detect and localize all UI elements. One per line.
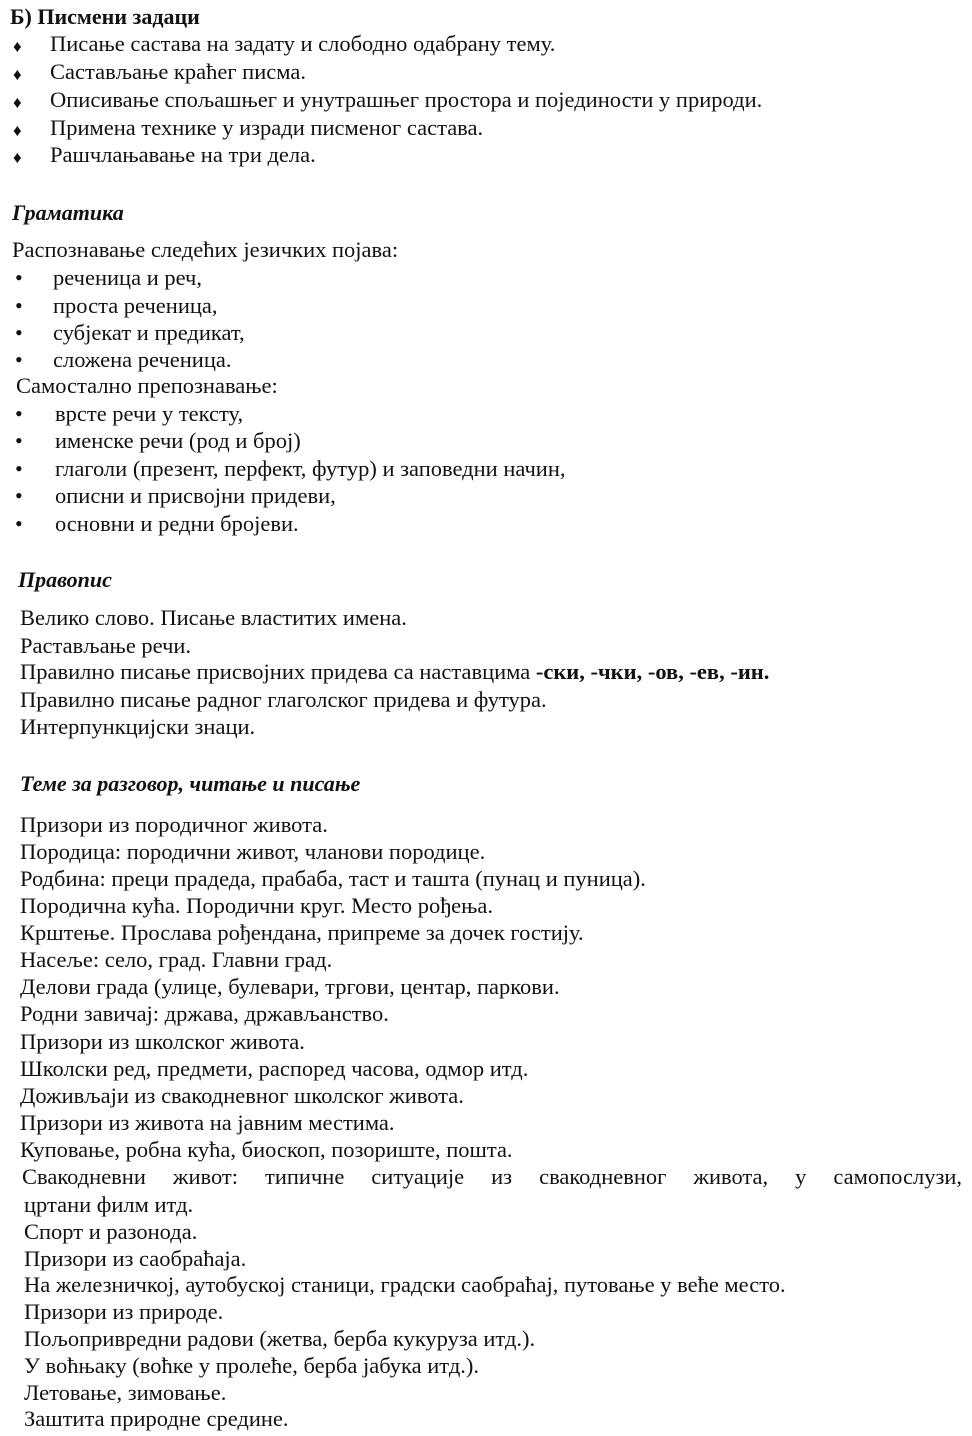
topics-line: Делови града (улице, булевари, тргови, центар, паркови.	[20, 974, 560, 999]
grammar-intro: Самостално препознавање:	[16, 373, 278, 398]
topics-line: Летовање, зимовање.	[24, 1380, 227, 1405]
topics-line: Родбина: преци прадеда, прабаба, таст и ташта (пунац и пуница).	[20, 866, 646, 891]
topics-line: Крштење. Прослава рођендана, припреме за дочек гостију.	[20, 920, 584, 945]
dot-bullet-icon: •	[15, 293, 23, 318]
topics-line: Куповање, робна кућа, биоскоп, позориште, пошта.	[20, 1137, 513, 1162]
diamond-bullet-icon: ♦	[13, 37, 22, 56]
dot-bullet-icon: •	[15, 320, 23, 345]
orthography-title: Правопис	[18, 567, 112, 592]
topics-title: Теме за разговор, читање и писање	[20, 771, 361, 796]
orthography-line: Велико слово. Писање властитих имена.	[20, 605, 407, 630]
section-b-item: Састављање краћег писма.	[50, 59, 306, 84]
topics-line: Призори из школског живота.	[20, 1029, 305, 1054]
topics-line: цртани филм итд.	[24, 1192, 194, 1217]
topics-line: Насеље: село, град. Главни град.	[20, 947, 333, 972]
diamond-bullet-icon: ♦	[13, 93, 22, 112]
dot-bullet-icon: •	[15, 347, 23, 372]
topics-line: Призори из природе.	[24, 1299, 224, 1324]
topics-line: На железничкој, аутобуској станици, градски саобраћај, путовање у веће место.	[24, 1272, 786, 1297]
dot-bullet-icon: •	[15, 483, 23, 508]
topics-line: Призори из породичног живота.	[20, 812, 328, 837]
section-b-item: Примена технике у изради писменог састава.	[50, 115, 484, 140]
section-b-title: Б) Писмени задаци	[10, 4, 200, 29]
dot-bullet-icon: •	[15, 456, 23, 481]
topics-line: Заштита природне средине.	[24, 1406, 289, 1431]
diamond-bullet-icon: ♦	[13, 65, 22, 84]
grammar-list-item: врсте речи у тексту,	[55, 401, 244, 426]
section-b-item: Писање састава на задату и слободно одабрану тему.	[50, 31, 556, 56]
topics-line: У воћњаку (воћке у пролеће, берба јабука итд.).	[24, 1353, 480, 1378]
dot-bullet-icon: •	[15, 428, 23, 453]
grammar-list-item: описни и присвојни придеви,	[55, 483, 336, 508]
topics-line: Призори из живота на јавним местима.	[20, 1110, 395, 1135]
topics-line: Родни завичај: држава, држављанство.	[20, 1001, 389, 1026]
grammar-list-item: основни и редни бројеви.	[55, 511, 299, 536]
grammar-list-item: проста реченица,	[53, 293, 218, 318]
orthography-line-text: Правилно писање присвојних придева са наставцима	[20, 659, 536, 684]
topics-line: Свакодневни живот: типичне ситуације из свакодневног живота, у самопослузи,	[22, 1164, 962, 1189]
topics-line: Пољопривредни радови (жетва, берба кукуруза итд.).	[24, 1326, 536, 1351]
section-b-item: Рашчлањавање на три дела.	[50, 142, 316, 167]
topics-line: Породична кућа. Породични круг. Место рођења.	[20, 893, 493, 918]
grammar-list-item: субјекат и предикат,	[53, 320, 245, 345]
dot-bullet-icon: •	[15, 401, 23, 426]
grammar-list-item: глаголи (презент, перфект, футур) и заповедни начин,	[55, 456, 566, 481]
dot-bullet-icon: •	[15, 511, 23, 536]
diamond-bullet-icon: ♦	[13, 121, 22, 140]
topics-line: Доживљаји из свакодневног школског живота.	[20, 1083, 464, 1108]
orthography-line: Растављање речи.	[20, 633, 192, 658]
grammar-list-item: сложена реченица.	[53, 347, 232, 372]
grammar-list-item: именске речи (род и број)	[55, 428, 301, 453]
diamond-bullet-icon: ♦	[13, 148, 22, 167]
orthography-line-suffixes	[20, 658, 769, 685]
orthography-suffixes: -ски, -чки, -ов, -ев, -ин.	[535, 659, 770, 684]
topics-line: Породица: породични живот, чланови породице.	[20, 839, 486, 864]
grammar-list-item: реченица и реч,	[53, 265, 202, 290]
grammar-intro: Распознавање следећих језичких појава:	[12, 237, 399, 262]
dot-bullet-icon: •	[15, 265, 23, 290]
topics-line: Призори из саобраћаја.	[24, 1246, 247, 1271]
orthography-line: Правилно писање радног глаголског придева и футура.	[20, 687, 547, 712]
topics-line: Школски ред, предмети, распоред часова, одмор итд.	[20, 1056, 529, 1081]
grammar-title: Граматика	[12, 200, 124, 225]
orthography-line: Интерпункцијски знаци.	[20, 714, 256, 739]
section-b-item: Описивање спољашњег и унутрашњег простора и појединости у природи.	[50, 87, 763, 112]
topics-line: Спорт и разонода.	[24, 1219, 198, 1244]
